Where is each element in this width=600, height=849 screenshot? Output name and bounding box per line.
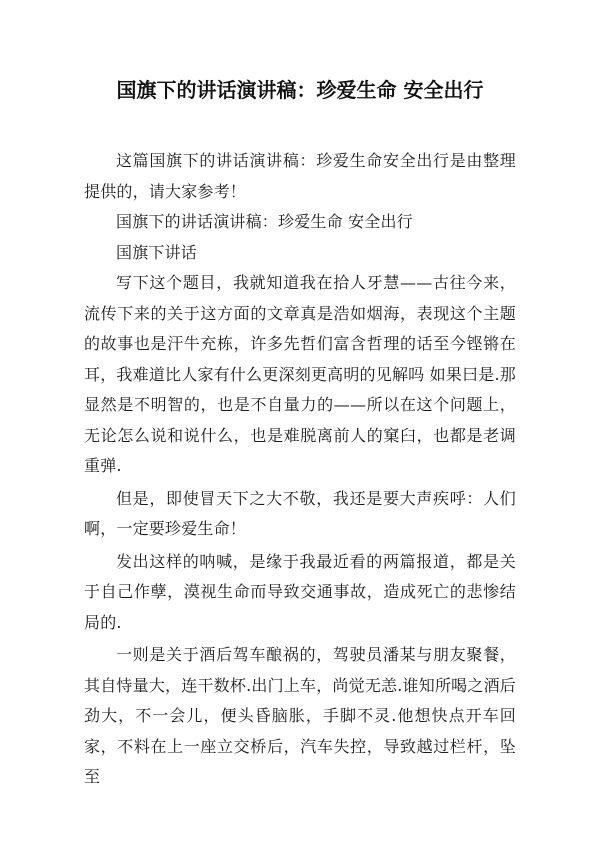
paragraph-heading: 国旗下讲话	[116, 242, 198, 262]
paragraph-body: 写下这个题目，我就知道我在拾人牙慧——古往今来，流传下来的关于这方面的文章真是浩如烟海，表现这个主题的故事也是汗牛充栋，许多先哲们富含哲理的话至今铿锵在耳，我难道比人家有什么更深刻更高明的见解吗 如果曰是.那显然是不明智的，也是不自量力的——所以在这个问题上，无论怎么说和说什么，也是难脱离前人的窠臼，也都是老调重弹.	[84, 273, 516, 475]
paragraph-subtitle: 国旗下的讲话演讲稿：珍爱生命 安全出行	[116, 212, 413, 231]
paragraph-body: 发出这样的呐喊，是缘于我最近看的两篇报道，都是关于自己作孽，漠视生命而导致交通事故，造成死亡的悲惨结局的.	[84, 551, 516, 632]
paragraph-body: 一则是关于酒后驾车酿祸的，驾驶员潘某与朋友聚餐，其自恃量大，连干数杯.出门上车，尚觉无恙.谁知所喝之酒后劲大，不一会儿，便头昏脑胀，手脚不灵.他想快点开车回家，不料在上一座立交桥后，汽车失控，导致越过栏杆，坠至	[84, 645, 516, 786]
document-body	[84, 146, 516, 793]
document-title: 国旗下的讲话演讲稿：珍爱生命 安全出行	[116, 78, 484, 102]
paragraph-body: 但是，即使冒天下之大不敬，我还是要大声疾呼：人们啊，一定要珍爱生命！	[84, 488, 516, 538]
paragraph-intro: 这篇国旗下的讲话演讲稿：珍爱生命安全出行是由整理提供的，请大家参考！	[84, 151, 516, 201]
